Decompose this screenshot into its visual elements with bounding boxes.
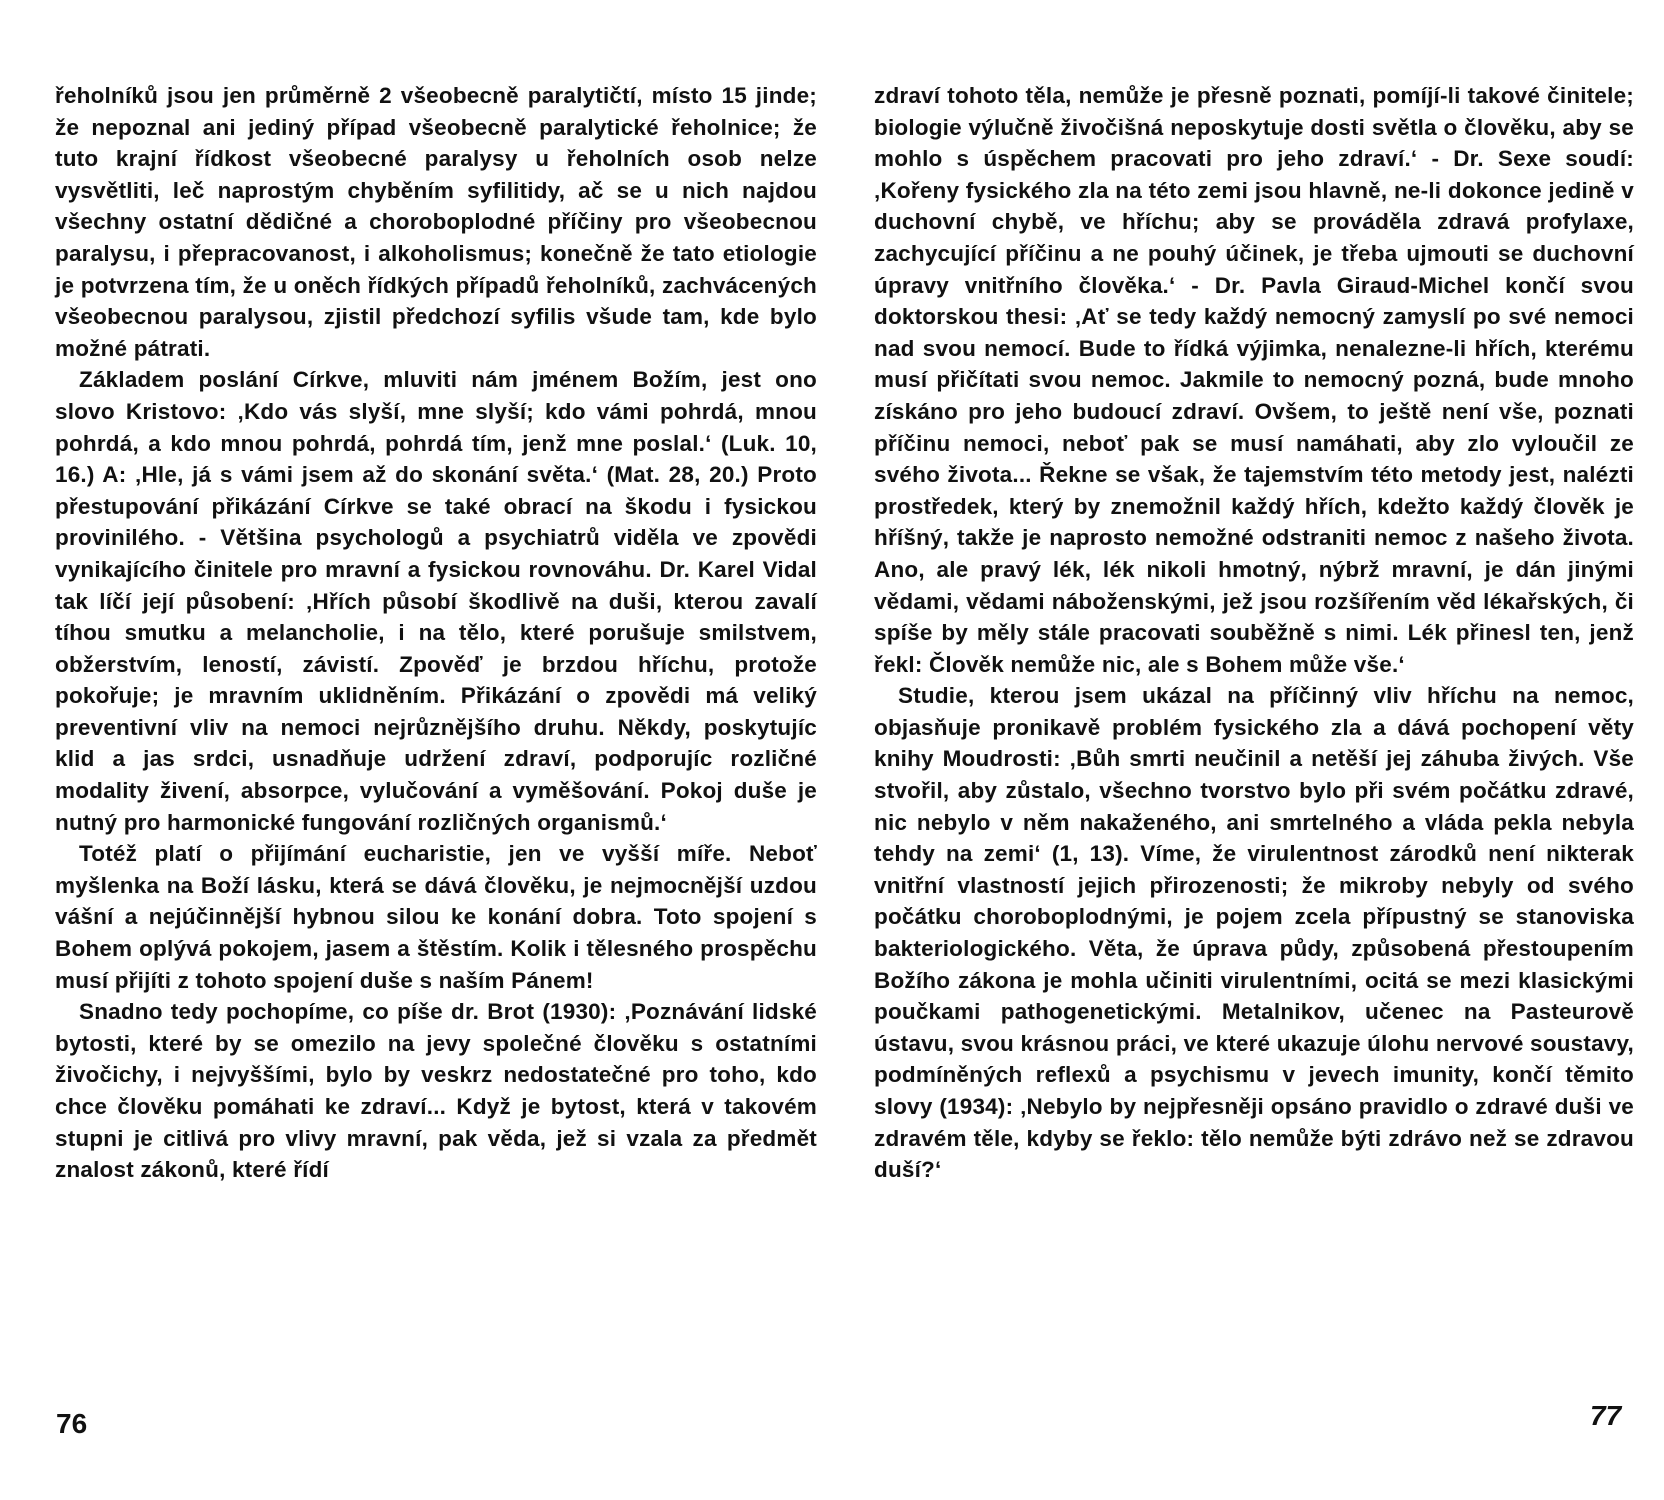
page-number: 77 (1590, 1400, 1622, 1431)
paragraph: řeholníků jsou jen průměrně 2 všeobecně paralytičtí, místo 15 jinde; že nepoznal ani jediný případ všeobecně paralytické řeholnice; že tuto krajní řídkost všeobecné paralysy u řeholních osob nelze vysvětliti, leč naprostým chyběním syfilitidy, ač se u nich najdou všechny ostatní dědičné a choroboplodné příčiny pro všeobecnou paralysu, i přepracovanost, i alkoholismus; konečně že tato etiologie je potvrzena tím, že u oněch řídkých případů řeholníků, zachvácených všeobecnou paralysou, zjistil předchozí syfilis všude tam, kde bylo možné pátrati. (55, 83, 817, 361)
paragraph: Studie, kterou jsem ukázal na příčinný vliv hříchu na nemoc, objasňuje pronikavě problém fysického zla a dává pochopení věty knihy Moudrosti: ‚Bůh smrti neučinil a netěší jej záhuba živých. Vše stvořil, aby zůstalo, všechno tvorstvo bylo při svém počátku zdravé, nic nebylo v něm nakaženého, ani smrtelného a vláda pekla nebyla tehdy na zemi‘ (1, 13). Víme, že virulentnost zárodků není nikterak vnitřní vlastností jejich přirozenosti; že mikroby nebyly od svého počátku choroboplodnými, je pojem zcela přípustný se stanoviska bakteriologického. Věta, že úprava půdy, způsobená přestoupením Božího zákona je mohla učiniti virulentními, ocitá se mezi klasickými poučkami pathogenetickými. Metalnikov, učenec na Pasteurově ústavu, svou krásnou práci, ve které ukazuje úlohu nervové soustavy, podmíněných reflexů a psychismu v jevech imunity, končí těmito slovy (1934): ‚Nebylo by nejpřesněji opsáno pravidlo o zdravé duši ve zdravém těle, kdyby se řeklo: tělo nemůže býti zdrávo než se zdravou duší?‘ (874, 683, 1634, 1183)
page-number: 76 (56, 1408, 88, 1439)
right-page (832, 0, 1632, 1500)
paragraph: Totéž platí o přijímání eucharistie, jen ve vyšší míře. Neboť myšlenka na Boží lásku, která se dává člověku, je nejmocnější uzdou vášní a nejúčinnější hybnou silou ke konání dobra. Toto spojení s Bohem oplývá pokojem, jasem a štěstím. Kolik i tělesného prospěchu musí přijíti z tohoto spojení duše s naším Pánem! (55, 841, 817, 993)
right-page-text (874, 80, 1634, 1186)
paragraph: Snadno tedy pochopíme, co píše dr. Brot (1930): ‚Poznávání lidské bytosti, které by se omezilo na jevy společné člověku s ostatními živočichy, i nejvyššími, bylo by veskrz nedostatečné pro toho, kdo chce člověku pomáhati ke zdraví... Když je bytost, která v takovém stupni je citlivá pro vlivy mravní, pak věda, jež si vzala za předmět znalost zákonů, které řídí (55, 999, 817, 1183)
paragraph: zdraví tohoto těla, nemůže je přesně poznati, pomíjí-li takové činitele; biologie výlučně živočišná neposkytuje dosti světla o člověku, aby se mohlo s úspěchem pracovati pro jeho zdraví.‘ - Dr. Sexe soudí: ‚Kořeny fysického zla na této zemi jsou hlavně, ne-li dokonce jedině v duchovní chybě, ve hříchu; aby se prováděla zdravá profylaxe, zachycující příčinu a ne pouhý účinek, je třeba ujmouti se duchovní úpravy vnitřního člověka.‘ - Dr. Pavla Giraud-Michel končí svou doktorskou thesi: ‚Ať se tedy každý nemocný zamyslí po své nemoci nad svou nemocí. Bude to řídká výjimka, nenalezne-li hřích, kterému musí přičítati svou nemoc. Jakmile to nemocný pozná, bude mnoho získáno pro jeho budoucí zdraví. Ovšem, to ještě není vše, poznati příčinu nemoci, neboť pak se musí namáhati, aby zlo vyloučil ze svého života... Řekne se však, že tajemstvím této metody jest, nalézti prostředek, který by znemožnil každý hřích, kdežto každý člověk je hříšný, takže je naprosto nemožné odstraniti nemoc z našeho života. Ano, ale pravý lék, lék nikoli hmotný, nýbrž mravní, je dán jinými vědami, vědami náboženskými, jež jsou rozšířením věd lékařských, či spíše by měly stále pracovati souběžně s nimi. Lék přinesl ten, jenž řekl: Člověk nemůže nic, ale s Bohem může vše.‘ (874, 83, 1634, 677)
left-page (0, 0, 817, 1500)
paragraph: Základem poslání Církve, mluviti nám jménem Božím, jest ono slovo Kristovo: ‚Kdo vás slyší, mne slyší; kdo vámi pohrdá, mnou pohrdá, a kdo mnou pohrdá, pohrdá tím, jenž mne poslal.‘ (Luk. 10, 16.) A: ‚Hle, já s vámi jsem až do skonání světa.‘ (Mat. 28, 20.) Proto přestupování přikázání Církve se také obrací na škodu i fysickou provinilého. - Většina psychologů a psychiatrů viděla ve zpovědi vynikajícího činitele pro mravní a fysickou rovnováhu. Dr. Karel Vidal tak líčí její působení: ‚Hřích působí škodlivě na duši, kterou zavalí tíhou smutku a melancholie, i na tělo, které porušuje smilstvem, obžerstvím, leností, závistí. Zpověď je brzdou hříchu, protože pokořuje; je mravním uklidněním. Přikázání o zpovědi má veliký preventivní vliv na nemoci nejrůznějšího druhu. Někdy, poskytujíc klid a jas srdci, usnadňuje udržení zdraví, podporujíc rozličné modality živení, absorpce, vylučování a vyměšování. Pokoj duše je nutný pro harmonické fungování rozličných organismů.‘ (55, 367, 817, 835)
left-page-text (55, 80, 817, 1186)
